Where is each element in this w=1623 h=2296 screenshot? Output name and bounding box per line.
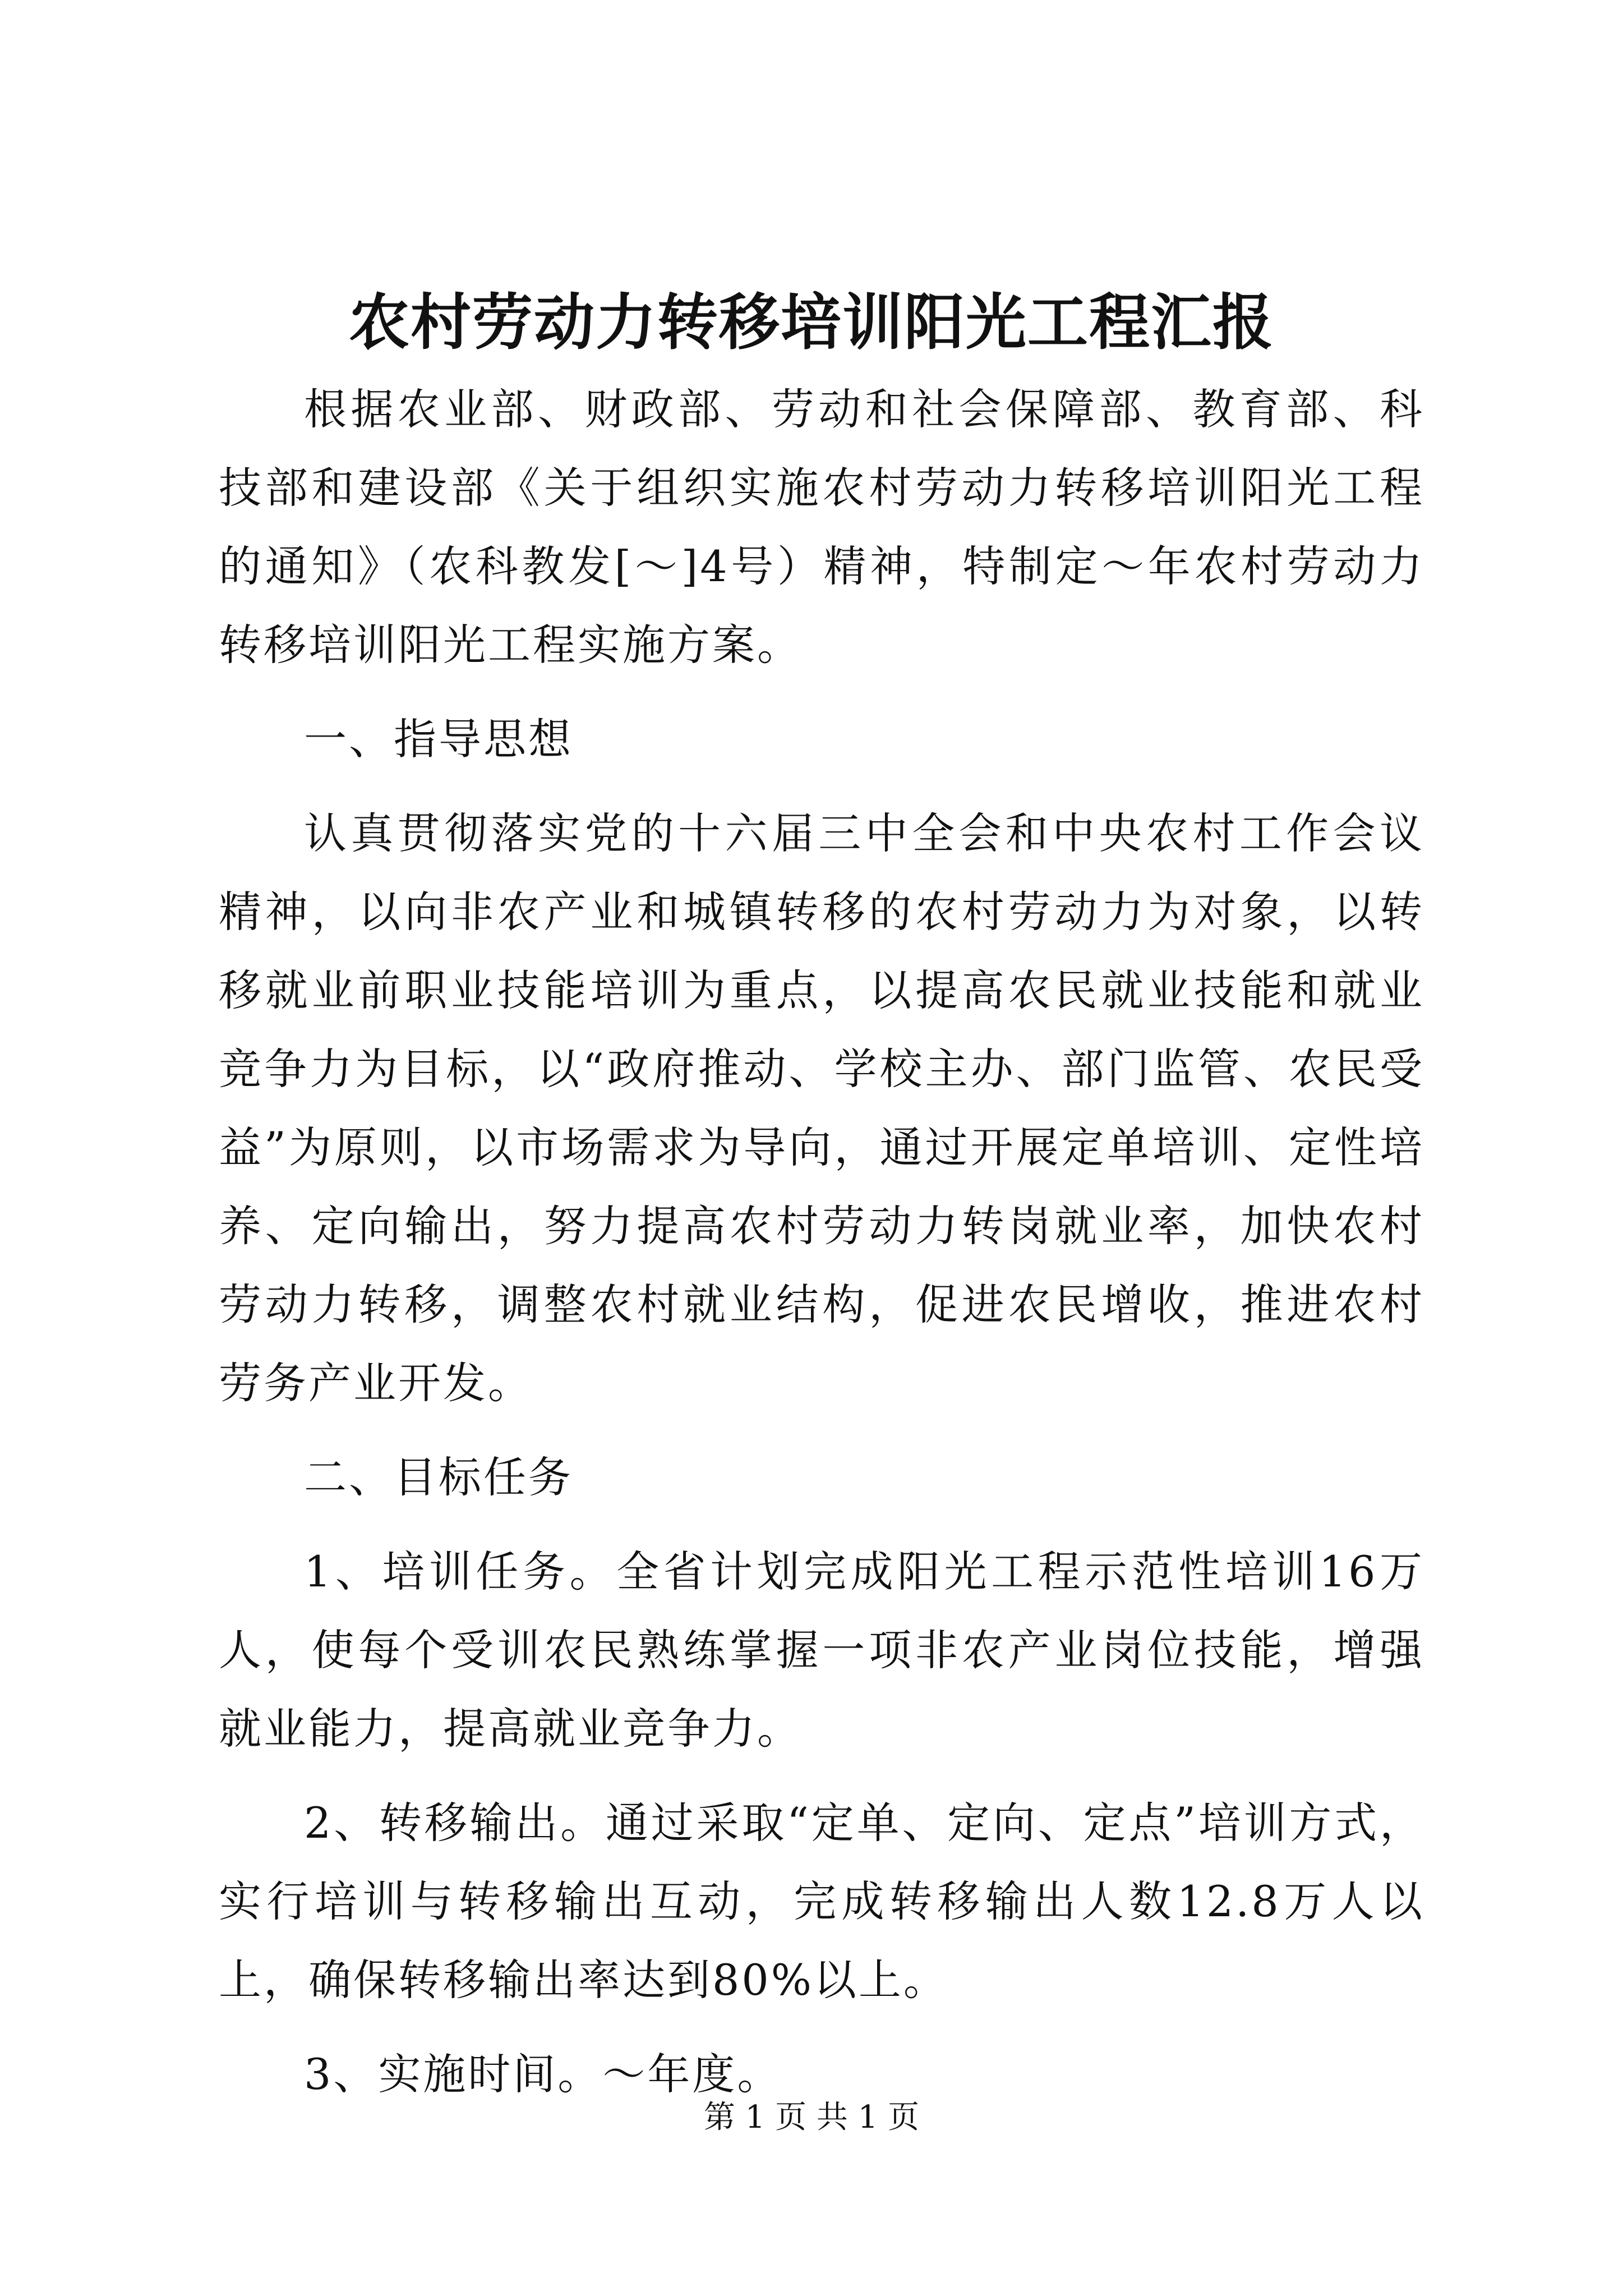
document-body xyxy=(219,370,1424,2129)
section-heading-guiding-ideology: 一、指导思想 xyxy=(304,714,573,764)
document-title: 农村劳动力转移培训阳光工程汇报 xyxy=(348,287,1274,358)
paragraph-transfer-output: 2、转移输出。通过采取“定单、定向、定点”培训方式，实行培训与转移输出互动，完成转移输出人数12.8万人以上，确保转移输出率达到80%以上。 xyxy=(219,1798,1424,2005)
page-footer: 第 1 页 共 1 页 xyxy=(703,2099,920,2136)
paragraph-intro: 根据农业部、财政部、劳动和社会保障部、教育部、科技部和建设部《关于组织实施农村劳动力转移培训阳光工程的通知》（农科教发[～]4号）精神，特制定～年农村劳动力转移培训阳光工程实施方案。 xyxy=(219,384,1424,670)
paragraph-guiding-ideology: 认真贯彻落实党的十六届三中全会和中央农村工作会议精神，以向非农产业和城镇转移的农村劳动力为对象，以转移就业前职业技能培训为重点，以提高农民就业技能和就业竞争力为目标，以“政府推动、学校主办、部门监管、农民受益”为原则，以市场需求为导向，通过开展定单培训、定性培养、定向输出，努力提高农村劳动力转岗就业率，加快农村劳动力转移，调整农村就业结构，促进农民增收，推进农村劳务产业开发。 xyxy=(219,808,1424,1408)
paragraph-implementation-time: 3、实施时间。～年度。 xyxy=(304,2049,782,2099)
paragraph-training-task: 1、培训任务。全省计划完成阳光工程示范性培训16万人，使每个受训农民熟练掌握一项非农产业岗位技能，增强就业能力，提高就业竞争力。 xyxy=(219,1547,1424,1754)
section-heading-objectives: 二、目标任务 xyxy=(304,1452,573,1502)
